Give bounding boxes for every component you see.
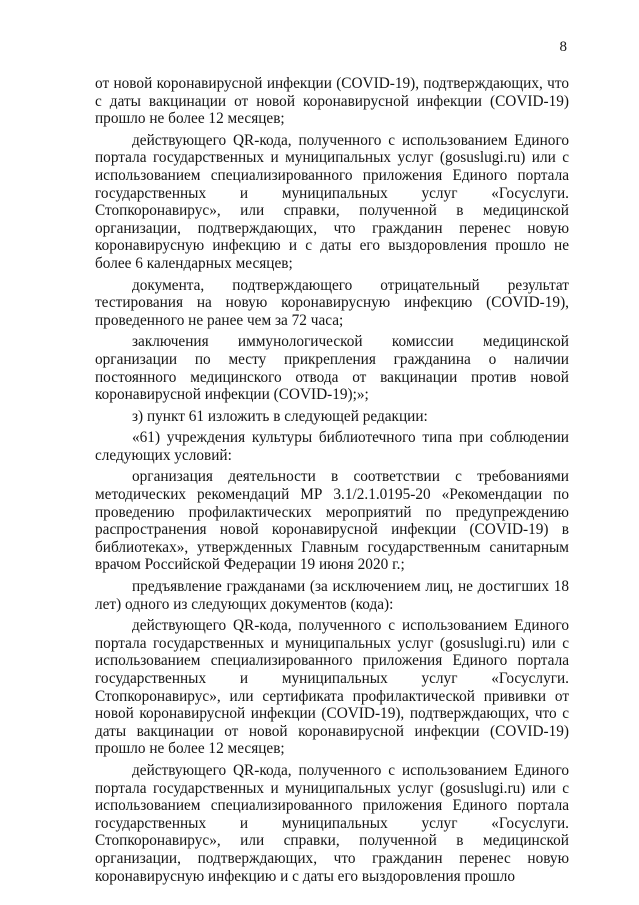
paragraph: действующего QR-кода, полученного с использованием Единого портала государственных и муниципальных услуг (gosuslugi.ru) или с использованием специализированного приложения Единого портала государственных и муниципальных услуг «Госуслуги. Стопкоронавирус», или справки, полученной в медицинской организации, подтверждающих, что гражданин перенес новую коронавирусную инфекцию и с даты его выздоровления прошло не более 6 календарных месяцев;	[95, 131, 569, 272]
paragraph: «61) учреждения культуры библиотечного типа при соблюдении следующих условий:	[95, 429, 569, 464]
paragraph: организация деятельности в соответствии с требованиями методических рекомендаций МР 3.1/2.1.0195-20 «Рекомендации по проведению профилактических мероприятий по предупреждению распространения новой коронавирусной инфекции (COVID-19) в библиотеках», утвержденных Главным государственным санитарным врачом Российской Федерации 19 июня 2020 г.;	[95, 468, 569, 574]
paragraph: предъявление гражданами (за исключением лиц, не достигших 18 лет) одного из следующих документов (кода):	[95, 578, 569, 613]
paragraph: от новой коронавирусной инфекции (COVID-19), подтверждающих, что с даты вакцинации от новой коронавирусной инфекции (COVID-19) прошло не более 12 месяцев;	[95, 75, 569, 128]
paragraph: документа, подтверждающего отрицательный результат тестирования на новую коронавирусную инфекцию (COVID-19), проведенного не ранее чем за 72 часа;	[95, 276, 569, 329]
paragraph: з) пункт 61 изложить в следующей редакции:	[132, 407, 428, 425]
page-number: 8	[559, 39, 567, 55]
document-body	[95, 75, 569, 889]
paragraph: действующего QR-кода, полученного с использованием Единого портала государственных и муниципальных услуг (gosuslugi.ru) или с использованием специализированного приложения Единого портала государственных и муниципальных услуг «Госуслуги. Стопкоронавирус», или справки, полученной в медицинской организации, подтверждающих, что гражданин перенес новую коронавирусную инфекцию и с даты его выздоровления прошло	[95, 761, 569, 885]
paragraph: действующего QR-кода, полученного с использованием Единого портала государственных и муниципальных услуг (gosuslugi.ru) или с использованием специализированного приложения Единого портала государственных и муниципальных услуг «Госуслуги. Стопкоронавирус», или сертификата профилактической прививки от новой коронавирусной инфекции (COVID-19), подтверждающих, что с даты вакцинации от новой коронавирусной инфекции (COVID-19) прошло не более 12 месяцев;	[95, 617, 569, 758]
paragraph: заключения иммунологической комиссии медицинской организации по месту прикрепления гражданина о наличии постоянного медицинского отвода от вакцинации против новой коронавирусной инфекции (COVID-19);»;	[95, 333, 569, 404]
